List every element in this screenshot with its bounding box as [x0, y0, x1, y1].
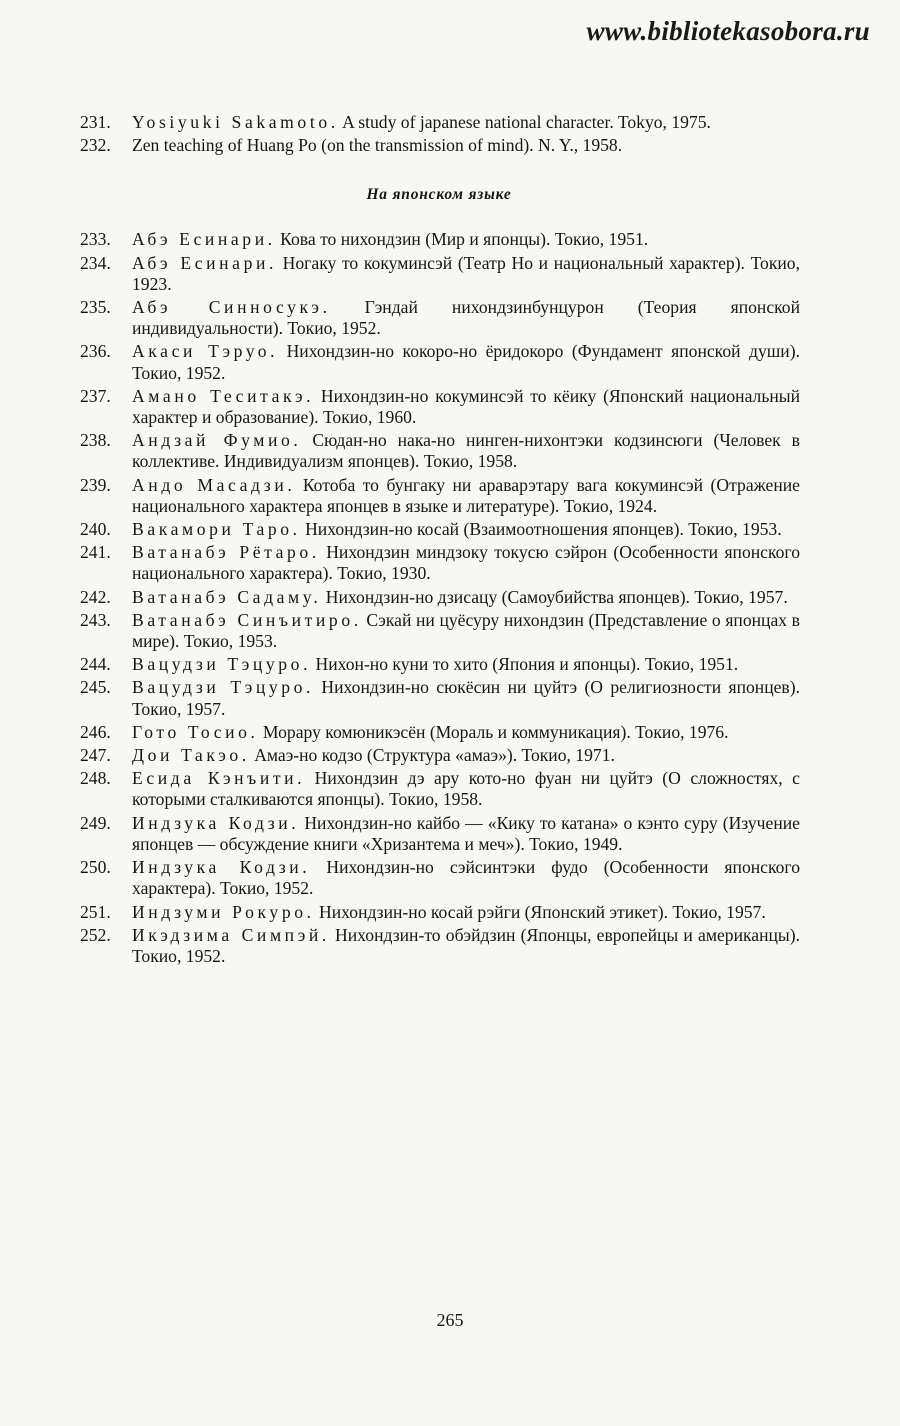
bibliography-entry	[78, 112, 800, 133]
entry-author: Вацудзи Тэцуро.	[132, 677, 315, 698]
entry-number: 233.	[80, 229, 111, 250]
entry-author: Дои Такэо.	[132, 745, 250, 766]
entry-number: 234.	[80, 252, 111, 273]
entry-text: Нихондзин-то обэйдзин (Японцы, европейцы и американцы). Токио, 1952.	[132, 924, 800, 966]
entry-number: 239.	[80, 474, 111, 495]
entry-text: Нихондзин-но косай (Взаимоотношения японцев). Токио, 1953.	[300, 519, 782, 540]
entry-text: Нихондзин-но кокуминсэй то кёику (Японский национальный характер и образование). Токио, 1960.	[132, 385, 800, 428]
entry-author: Ватанабэ Синъитиро.	[132, 609, 362, 630]
bibliography-entry	[78, 857, 800, 899]
bibliography-entry	[78, 229, 800, 250]
entry-author: Андзай Фумио.	[132, 430, 302, 451]
entry-author: Ватанабэ Рётаро.	[132, 542, 320, 563]
entry-author: Вакамори Таро.	[132, 519, 301, 540]
entry-number: 240.	[80, 519, 111, 540]
entry-author: Андо Масадзи.	[132, 474, 296, 495]
bibliography-entry	[78, 745, 800, 766]
bibliography-entry	[78, 813, 800, 855]
entry-author: Абэ Синносукэ.	[132, 297, 331, 318]
entry-number: 236.	[80, 341, 111, 362]
entry-author: Индзука Кодзи.	[132, 857, 311, 878]
bibliography-entry	[78, 519, 800, 540]
entry-author: Ватанабэ Садаму.	[132, 586, 322, 607]
entry-text: Нихондзин-но кокоро-но ёридокоро (Фундамент японской души). Токио, 1952.	[132, 341, 800, 383]
section-heading: На японском языке	[366, 186, 512, 204]
entry-number: 249.	[80, 812, 111, 833]
bibliography-entry	[78, 297, 800, 339]
entry-text: Нихондзин-но сюкёсин ни цуйтэ (О религиозности японцев). Токио, 1957.	[132, 677, 800, 719]
entry-author: Акаси Тэруо.	[132, 341, 279, 362]
entry-author: Вацудзи Тэцуро.	[132, 654, 312, 675]
entry-text: Кова то нихондзин (Мир и японцы). Токио, 1951.	[275, 229, 649, 250]
entry-number: 250.	[80, 857, 111, 878]
entry-text: Нихондзин-но косай рэйги (Японский этикет). Токио, 1957.	[314, 901, 766, 922]
bibliography-entry	[78, 587, 800, 608]
entry-number: 246.	[80, 721, 111, 742]
japanese-entries	[78, 229, 800, 967]
entry-number: 232.	[80, 135, 111, 156]
entry-author: Yosiyuki Sakamoto.	[132, 112, 339, 132]
bibliography-entry	[78, 722, 800, 743]
entry-author: Индзуми Рокуро.	[132, 901, 315, 922]
entry-number: 241.	[80, 542, 111, 563]
entry-text: Нихон-но куни то хито (Япония и японцы). Токио, 1951.	[311, 654, 739, 675]
bibliography-entry	[78, 341, 800, 383]
entry-text: Ногаку то кокуминсэй (Театр Но и национальный характер). Токио, 1923.	[132, 252, 800, 294]
entry-number: 252.	[80, 924, 111, 945]
bibliography-entry	[78, 925, 800, 967]
site-watermark: www.bibliotekasobora.ru	[586, 16, 870, 46]
english-entries	[78, 112, 800, 156]
entry-text: Сэкай ни цуёсуру нихондзин (Представление о японцах в мире). Токио, 1953.	[132, 609, 800, 652]
bibliography-entry	[78, 542, 800, 584]
entry-number: 244.	[80, 654, 111, 675]
entry-number: 231.	[80, 112, 111, 132]
bibliography-entry	[78, 386, 800, 428]
entry-number: 248.	[80, 768, 111, 789]
entry-text: Гэндай нихондзинбунцурон (Теория японской индивидуальности). Токио, 1952.	[132, 297, 800, 339]
entry-number: 251.	[80, 901, 111, 922]
entry-author: Абэ Есинари.	[132, 229, 276, 250]
entry-number: 245.	[80, 677, 111, 698]
bibliography-entry	[78, 768, 800, 810]
entry-author: Есида Кэнъити.	[132, 768, 306, 789]
bibliography-entry	[78, 902, 800, 923]
entry-author: Абэ Есинари.	[132, 252, 277, 273]
entry-text: Нихондзин миндзоку токусю сэйрон (Особенности японского национального характера). Токио, 1930.	[132, 542, 801, 584]
entry-number: 237.	[80, 385, 111, 406]
bibliography-entry	[78, 475, 800, 517]
entry-text: Нихондзин-но дзисацу (Самоубийства японцев). Токио, 1957.	[321, 586, 788, 607]
entry-text: Сюдан-но нака-но нинген-нихонтэки кодзинсюги (Человек в коллективе. Индивидуализм японцев). Токио, 1958.	[132, 430, 800, 472]
entry-text: A study of japanese national character. Tokyo, 1975.	[338, 112, 711, 132]
entry-author: Индзука Кодзи.	[132, 812, 300, 833]
entry-author: Икэдзима Симпэй.	[132, 924, 330, 945]
entry-text: Нихондзин-но сэйсинтэки фудо (Особенности японского характера). Токио, 1952.	[132, 857, 800, 899]
entry-number: 247.	[80, 745, 111, 766]
entry-text: Котоба то бунгаку ни араварэтару вага кокуминсэй (Отражение национального характера японцев в языке и литературе). Токио, 1924.	[132, 474, 800, 516]
entry-author: Гото Тосио.	[132, 721, 259, 742]
bibliography-entry	[78, 654, 800, 675]
entry-number: 243.	[80, 609, 111, 630]
page-number: 265	[436, 1310, 464, 1330]
bibliography-entry	[78, 430, 800, 472]
entry-text: Zen teaching of Huang Po (on the transmission of mind). N. Y., 1958.	[132, 135, 623, 156]
bibliography-entry	[78, 135, 800, 156]
entry-text: Амаэ-но кодзо (Структура «амаэ»). Токио, 1971.	[249, 745, 615, 766]
bibliography-entry	[78, 253, 800, 295]
bibliography-page	[78, 112, 800, 969]
bibliography-entry	[78, 610, 800, 652]
entry-number: 238.	[80, 430, 111, 451]
entry-number: 242.	[80, 586, 111, 607]
entry-author: Амано Теситакэ.	[132, 385, 315, 406]
entry-text: Морару комюникэсён (Мораль и коммуникация). Токио, 1976.	[258, 721, 729, 742]
bibliography-entry	[78, 677, 800, 719]
entry-text: Нихондзин-но кайбо — «Кику то катана» о кэнто суру (Изучение японцев — обсуждение книги «Хризантема и меч»). Токио, 1949.	[132, 812, 800, 854]
entry-number: 235.	[80, 297, 111, 318]
entry-text: Нихондзин дэ ару кото-но фуан ни цуйтэ (О сложностях, с которыми сталкиваются японцы). Токио, 1958.	[132, 768, 800, 810]
